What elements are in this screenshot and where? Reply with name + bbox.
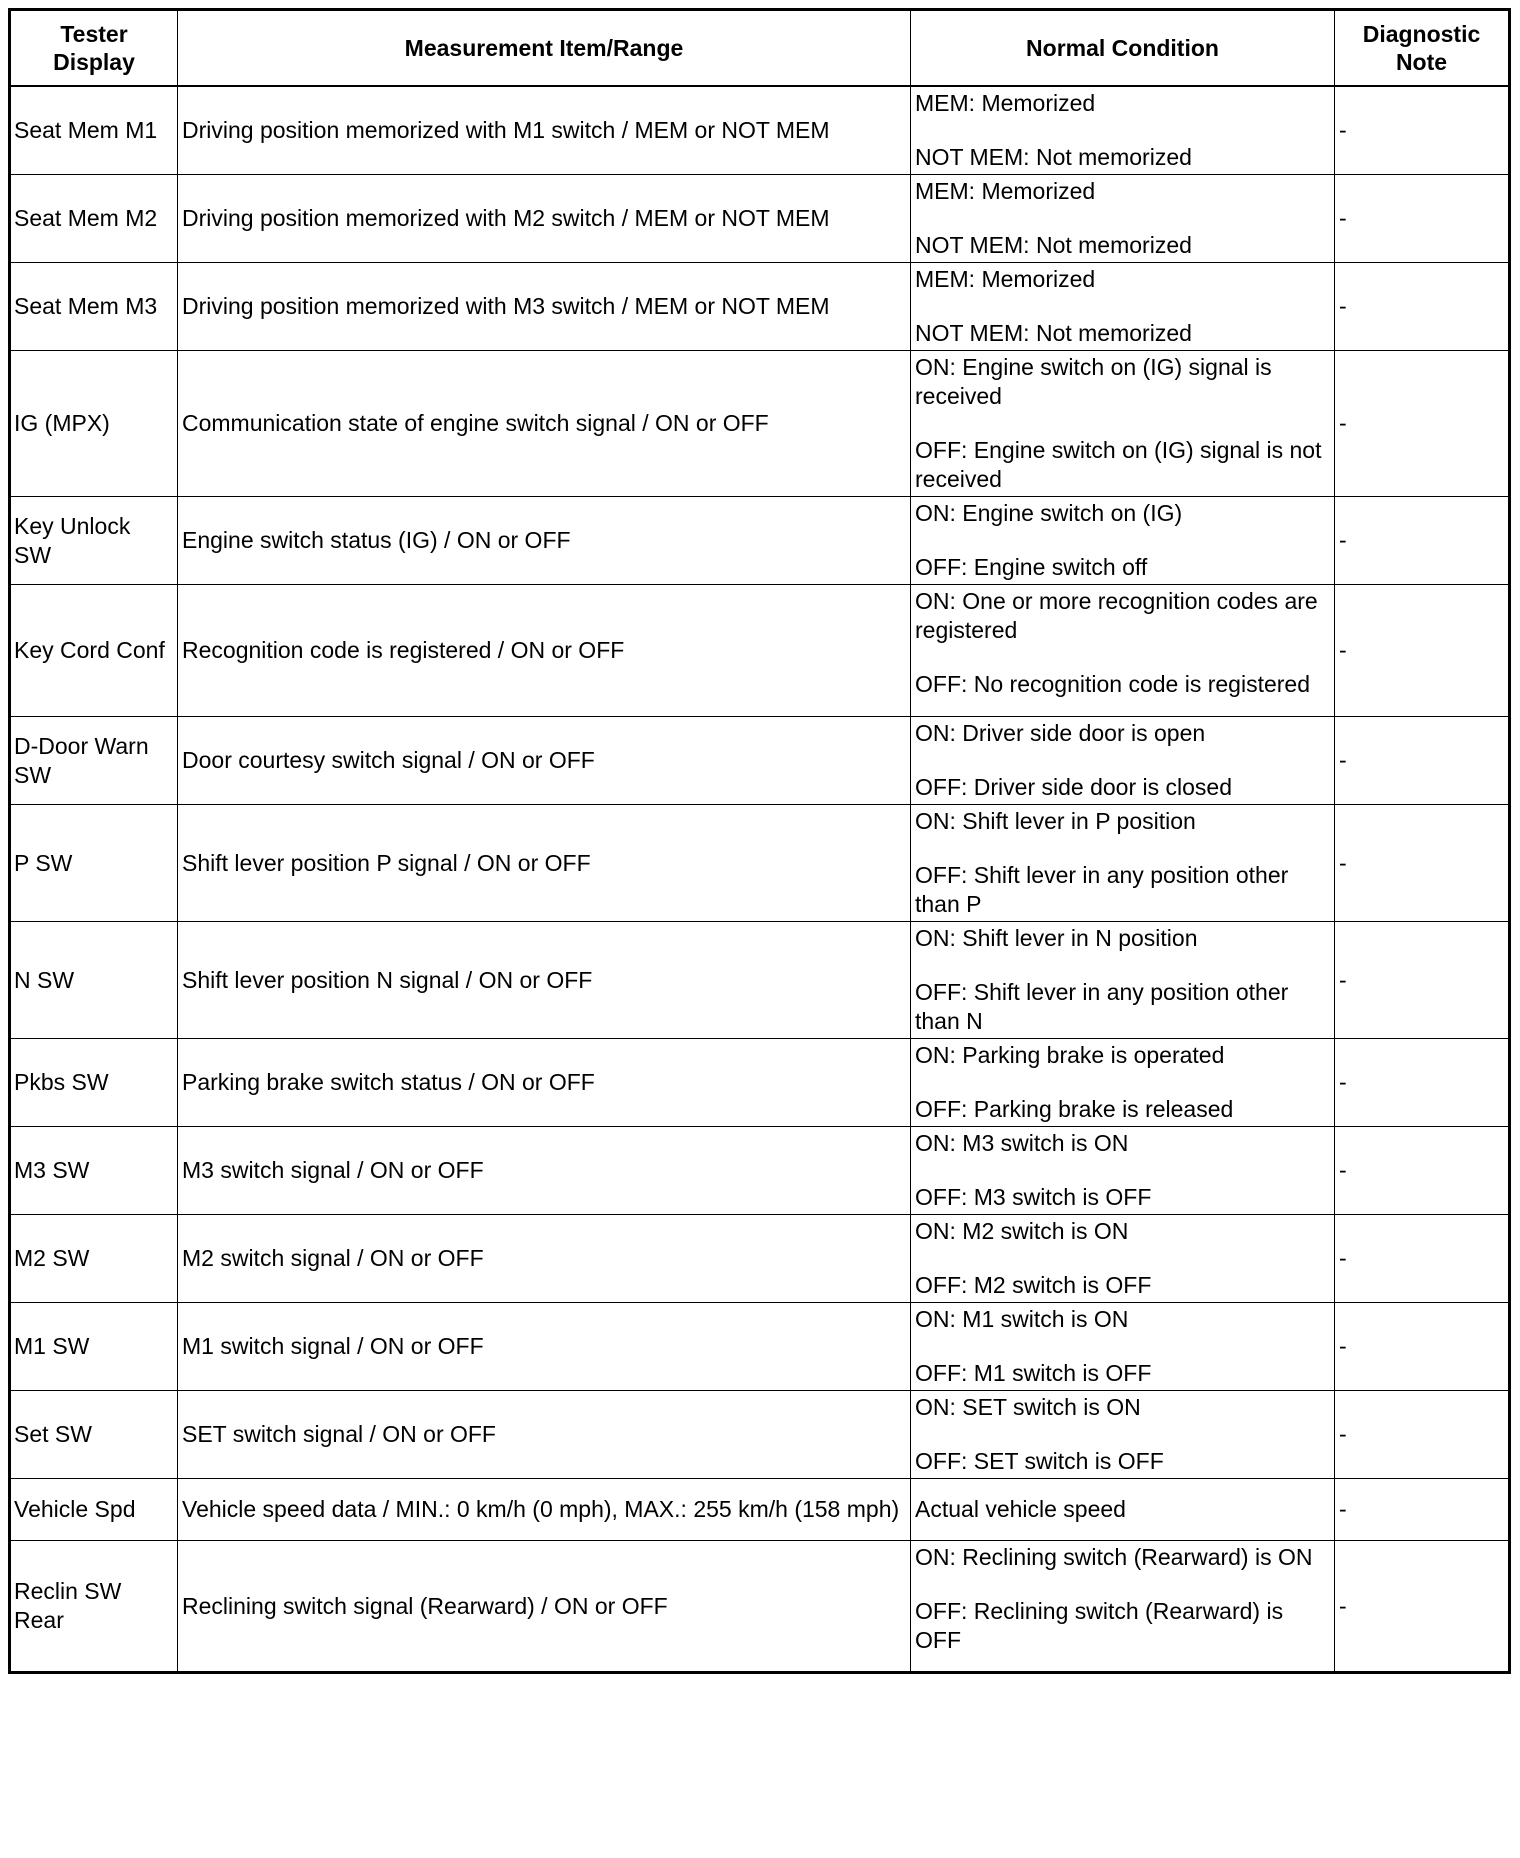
- measurement-cell: Parking brake switch status / ON or OFF: [178, 1039, 911, 1127]
- diagnostic-note-cell: -: [1335, 351, 1510, 497]
- diagnostic-note-cell: -: [1335, 263, 1510, 351]
- measurement-cell: Driving position memorized with M2 switch / MEM or NOT MEM: [178, 175, 911, 263]
- diagnostic-note-cell: -: [1335, 1039, 1510, 1127]
- measurement-cell: Driving position memorized with M1 switch / MEM or NOT MEM: [178, 86, 911, 175]
- normal-condition-cell: [911, 175, 1335, 263]
- measurement-cell: SET switch signal / ON or OFF: [178, 1391, 911, 1479]
- table-row: [10, 1215, 1510, 1303]
- diagnostic-note-cell: -: [1335, 1303, 1510, 1391]
- tester-display-cell: D-Door Warn SW: [10, 717, 178, 805]
- condition-on-text: ON: Shift lever in N position: [915, 925, 1198, 951]
- normal-condition-cell: [911, 1303, 1335, 1391]
- condition-on-text: ON: M1 switch is ON: [915, 1306, 1129, 1332]
- condition-text: Actual vehicle speed: [915, 1496, 1126, 1522]
- measurement-cell: Engine switch status (IG) / ON or OFF: [178, 497, 911, 585]
- measurement-cell: Communication state of engine switch signal / ON or OFF: [178, 351, 911, 497]
- normal-condition-cell: [911, 805, 1335, 922]
- condition-off-text: OFF: Engine switch off: [915, 554, 1148, 580]
- condition-off-text: OFF: SET switch is OFF: [915, 1448, 1164, 1474]
- header-tester-display: Tester Display: [10, 10, 178, 87]
- data-list-table-wrapper: [8, 8, 1508, 1674]
- normal-condition-cell: [911, 922, 1335, 1039]
- condition-on-text: ON: Engine switch on (IG): [915, 500, 1183, 526]
- normal-condition-cell: [911, 1541, 1335, 1673]
- tester-display-cell: Key Cord Conf: [10, 585, 178, 717]
- diagnostic-note-cell: -: [1335, 497, 1510, 585]
- table-row: [10, 86, 1510, 175]
- tester-display-cell: Vehicle Spd: [10, 1479, 178, 1541]
- tester-display-cell: Key Unlock SW: [10, 497, 178, 585]
- table-row: [10, 717, 1510, 805]
- measurement-cell: Driving position memorized with M3 switch / MEM or NOT MEM: [178, 263, 911, 351]
- tester-display-cell: IG (MPX): [10, 351, 178, 497]
- tester-display-cell: Seat Mem M1: [10, 86, 178, 175]
- measurement-cell: Recognition code is registered / ON or OFF: [178, 585, 911, 717]
- table-row: [10, 1479, 1510, 1541]
- diagnostic-note-cell: -: [1335, 805, 1510, 922]
- normal-condition-cell: [911, 717, 1335, 805]
- normal-condition-cell: [911, 1215, 1335, 1303]
- condition-on-text: ON: Shift lever in P position: [915, 808, 1196, 834]
- diagnostic-note-cell: -: [1335, 585, 1510, 717]
- measurement-cell: Shift lever position P signal / ON or OFF: [178, 805, 911, 922]
- tester-display-cell: N SW: [10, 922, 178, 1039]
- header-normal-condition: Normal Condition: [911, 10, 1335, 87]
- table-row: [10, 585, 1510, 717]
- normal-condition-cell: [911, 585, 1335, 717]
- diagnostic-note-cell: -: [1335, 717, 1510, 805]
- measurement-cell: Vehicle speed data / MIN.: 0 km/h (0 mph), MAX.: 255 km/h (158 mph): [178, 1479, 911, 1541]
- condition-on-text: MEM: Memorized: [915, 90, 1096, 116]
- diagnostic-note-cell: -: [1335, 1391, 1510, 1479]
- condition-off-text: OFF: No recognition code is registered: [915, 671, 1311, 697]
- table-row: [10, 175, 1510, 263]
- header-row: [10, 10, 1510, 87]
- table-row: [10, 497, 1510, 585]
- table-body: [10, 86, 1510, 1673]
- measurement-cell: M3 switch signal / ON or OFF: [178, 1127, 911, 1215]
- condition-on-text: ON: Engine switch on (IG) signal is received: [915, 354, 1272, 409]
- condition-off-text: OFF: Driver side door is closed: [915, 774, 1232, 800]
- condition-on-text: ON: Reclining switch (Rearward) is ON: [915, 1544, 1313, 1570]
- tester-display-cell: Reclin SW Rear: [10, 1541, 178, 1673]
- table-row: [10, 351, 1510, 497]
- normal-condition-cell: [911, 1479, 1335, 1541]
- diagnostic-note-cell: -: [1335, 1479, 1510, 1541]
- diagnostic-note-cell: -: [1335, 1215, 1510, 1303]
- condition-off-text: NOT MEM: Not memorized: [915, 232, 1192, 258]
- normal-condition-cell: [911, 86, 1335, 175]
- condition-on-text: ON: M2 switch is ON: [915, 1218, 1129, 1244]
- normal-condition-cell: [911, 1127, 1335, 1215]
- tester-display-cell: M3 SW: [10, 1127, 178, 1215]
- measurement-cell: Door courtesy switch signal / ON or OFF: [178, 717, 911, 805]
- normal-condition-cell: [911, 497, 1335, 585]
- condition-off-text: OFF: Shift lever in any position other than P: [915, 862, 1289, 917]
- condition-on-text: ON: SET switch is ON: [915, 1394, 1141, 1420]
- table-row: [10, 263, 1510, 351]
- condition-on-text: MEM: Memorized: [915, 266, 1096, 292]
- normal-condition-cell: [911, 1039, 1335, 1127]
- header-diagnostic-note: Diagnostic Note: [1335, 10, 1510, 87]
- table-row: [10, 1541, 1510, 1673]
- table-header: [10, 10, 1510, 87]
- condition-on-text: ON: M3 switch is ON: [915, 1130, 1129, 1156]
- diagnostic-note-cell: -: [1335, 922, 1510, 1039]
- condition-off-text: OFF: M3 switch is OFF: [915, 1184, 1152, 1210]
- tester-display-cell: M2 SW: [10, 1215, 178, 1303]
- measurement-cell: M2 switch signal / ON or OFF: [178, 1215, 911, 1303]
- table-row: [10, 805, 1510, 922]
- tester-display-cell: Pkbs SW: [10, 1039, 178, 1127]
- table-row: [10, 1303, 1510, 1391]
- condition-off-text: NOT MEM: Not memorized: [915, 320, 1192, 346]
- condition-off-text: NOT MEM: Not memorized: [915, 144, 1192, 170]
- measurement-cell: Reclining switch signal (Rearward) / ON or OFF: [178, 1541, 911, 1673]
- condition-off-text: OFF: Shift lever in any position other than N: [915, 979, 1289, 1034]
- condition-off-text: OFF: M1 switch is OFF: [915, 1360, 1152, 1386]
- tester-display-cell: Set SW: [10, 1391, 178, 1479]
- condition-off-text: OFF: Engine switch on (IG) signal is not received: [915, 437, 1322, 492]
- normal-condition-cell: [911, 263, 1335, 351]
- tester-display-cell: Seat Mem M2: [10, 175, 178, 263]
- normal-condition-cell: [911, 351, 1335, 497]
- normal-condition-cell: [911, 1391, 1335, 1479]
- condition-on-text: ON: One or more recognition codes are registered: [915, 588, 1318, 643]
- data-list-table: [8, 8, 1511, 1674]
- diagnostic-note-cell: -: [1335, 1127, 1510, 1215]
- measurement-cell: Shift lever position N signal / ON or OFF: [178, 922, 911, 1039]
- condition-off-text: OFF: Reclining switch (Rearward) is OFF: [915, 1598, 1284, 1653]
- condition-on-text: MEM: Memorized: [915, 178, 1096, 204]
- table-row: [10, 922, 1510, 1039]
- measurement-cell: M1 switch signal / ON or OFF: [178, 1303, 911, 1391]
- header-measurement-item: Measurement Item/Range: [178, 10, 911, 87]
- tester-display-cell: M1 SW: [10, 1303, 178, 1391]
- table-row: [10, 1391, 1510, 1479]
- table-row: [10, 1127, 1510, 1215]
- condition-on-text: ON: Driver side door is open: [915, 720, 1206, 746]
- diagnostic-note-cell: -: [1335, 1541, 1510, 1673]
- tester-display-cell: Seat Mem M3: [10, 263, 178, 351]
- table-row: [10, 1039, 1510, 1127]
- condition-on-text: ON: Parking brake is operated: [915, 1042, 1225, 1068]
- condition-off-text: OFF: M2 switch is OFF: [915, 1272, 1152, 1298]
- diagnostic-note-cell: -: [1335, 86, 1510, 175]
- diagnostic-note-cell: -: [1335, 175, 1510, 263]
- condition-off-text: OFF: Parking brake is released: [915, 1096, 1234, 1122]
- tester-display-cell: P SW: [10, 805, 178, 922]
